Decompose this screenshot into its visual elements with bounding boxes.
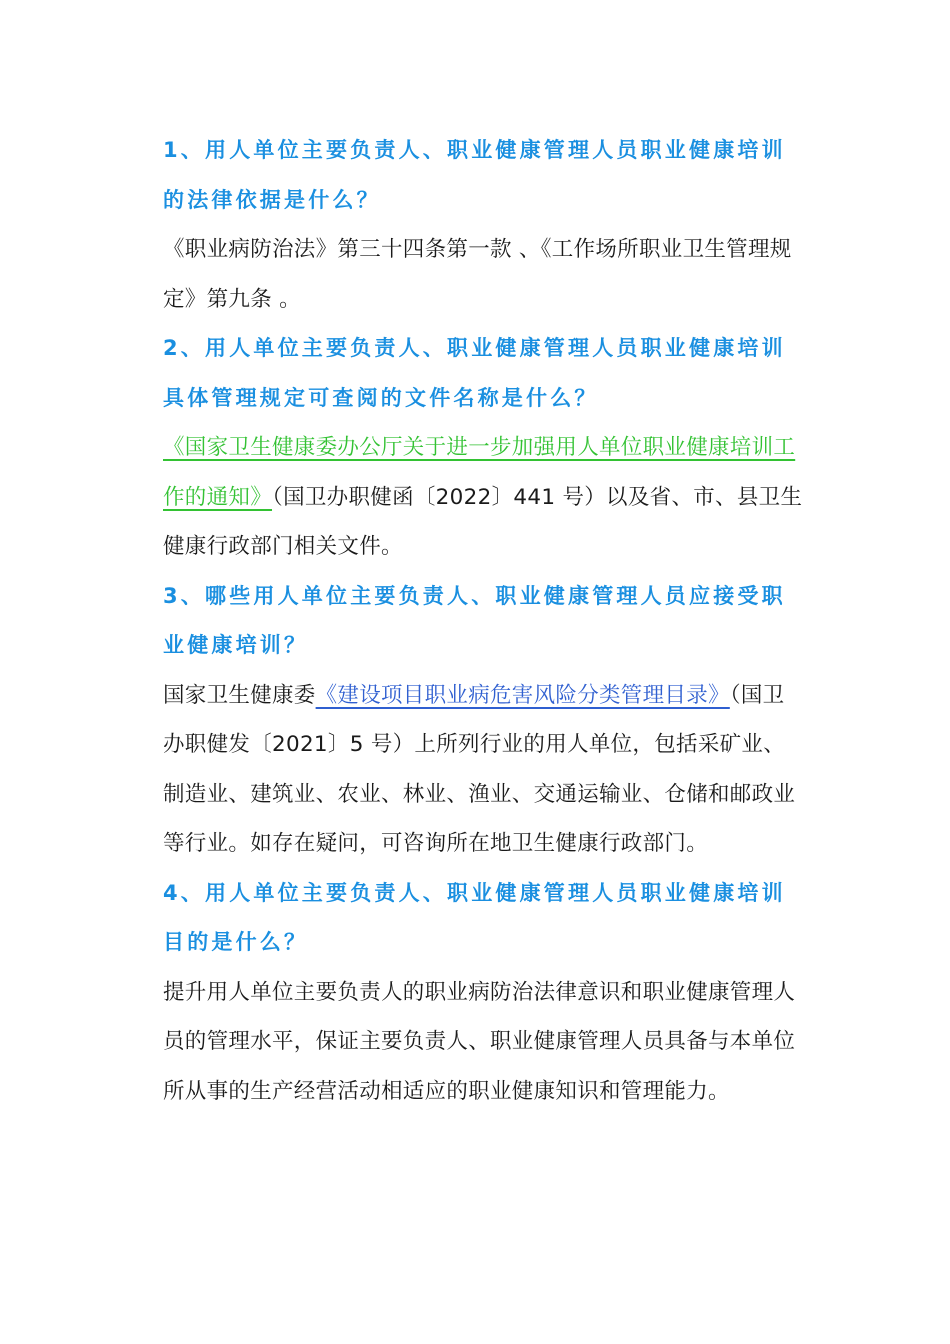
- answer-3-prefix: 国家卫生健康委: [163, 682, 316, 708]
- answer-2: [163, 423, 803, 572]
- answer-4: 提升用人单位主要负责人的职业病防治法律意识和职业健康管理人员的管理水平，保证主要负责人、职业健康管理人员具备与本单位所从事的生产经营活动相适应的职业健康知识和管理能力。: [163, 979, 796, 1104]
- catalog-document-link[interactable]: 《建设项目职业病危害风险分类管理目录》: [315, 682, 730, 708]
- answer-3: [163, 671, 803, 869]
- question-3: 3、哪些用人单位主要负责人、职业健康管理人员应接受职业健康培训？: [163, 583, 786, 657]
- notice-document-link[interactable]: 《国家卫生健康委办公厅关于进一步加强用人单位职业健康培训工作的通知》: [163, 435, 796, 510]
- question-4: 4、用人单位主要负责人、职业健康管理人员职业健康培训目的是什么？: [163, 880, 786, 954]
- answer-2-text: （国卫办职健函〔2022〕441 号）以及省、市、县卫生健康行政部门相关文件。: [163, 484, 803, 559]
- question-2: 2、用人单位主要负责人、职业健康管理人员职业健康培训具体管理规定可查阅的文件名称是什么？: [163, 336, 786, 410]
- question-1: 1、用人单位主要负责人、职业健康管理人员职业健康培训的法律依据是什么？: [163, 138, 786, 212]
- answer-3-text: （国卫办职健发〔2021〕5 号）上所列行业的用人单位，包括采矿业、制造业、建筑业、农业、林业、渔业、交通运输业、仓储和邮政业等行业。如存在疑问，可咨询所在地卫生健康行政部门。: [163, 682, 796, 856]
- document-body: [163, 126, 803, 1116]
- answer-1: 《职业病防治法》第三十四条第一款 、《工作场所职业卫生管理规定》第九条 。: [163, 237, 792, 312]
